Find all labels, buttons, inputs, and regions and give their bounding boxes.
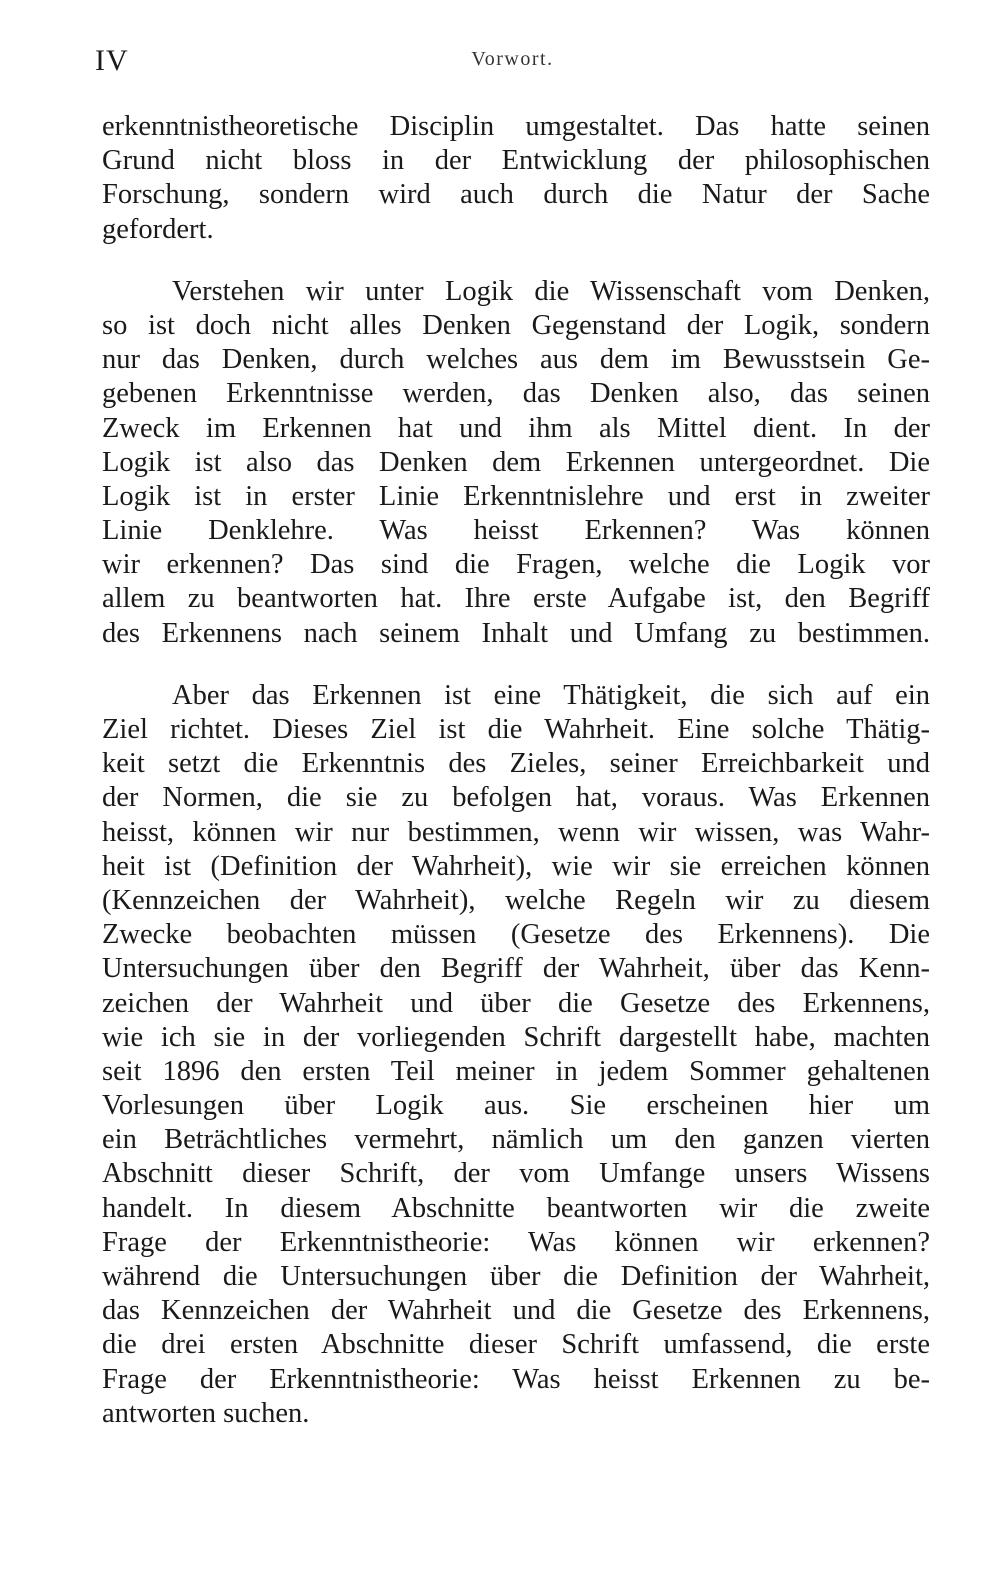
body-text	[102, 110, 930, 1431]
text-line: Frage der Erkenntnistheorie: Was können wir erkennen?	[102, 1226, 930, 1258]
text-line: keit setzt die Erkenntnis des Zieles, seiner Erreichbarkeit und	[102, 748, 930, 780]
text-line: Ziel richtet. Dieses Ziel ist die Wahrheit. Eine solche Thätig-	[102, 714, 930, 745]
text-line: Zwecke beobachten müssen (Gesetze des Erkennens). Die	[102, 919, 930, 951]
paragraph-2	[102, 275, 930, 651]
running-title: Vorwort.	[471, 48, 554, 70]
paragraph-1	[102, 110, 930, 247]
text-line: wie ich sie in der vorliegenden Schrift dargestellt habe, machten	[102, 1021, 930, 1053]
text-line: Abschnitt dieser Schrift, der vom Umfange unsers Wissens	[102, 1158, 930, 1190]
text-line: Linie Denklehre. Was heisst Erkennen? Was können	[102, 515, 930, 547]
text-line: Logik ist in erster Linie Erkenntnislehre und erst in zweiter	[102, 480, 930, 512]
text-line: Zweck im Erkennen hat und ihm als Mittel dient. In der	[102, 412, 930, 444]
text-line: gefordert.	[102, 213, 214, 245]
text-line: Vorlesungen über Logik aus. Sie erscheinen hier um	[102, 1090, 930, 1122]
text-line: so ist doch nicht alles Denken Gegenstand der Logik, sondern	[102, 309, 930, 341]
text-line: Logik ist also das Denken dem Erkennen untergeordnet. Die	[102, 446, 930, 478]
paragraph-3	[102, 679, 930, 1431]
text-line: heisst, können wir nur bestimmen, wenn wir wissen, was Wahr-	[102, 816, 930, 848]
text-line: nur das Denken, durch welches aus dem im Bewusstsein Ge-	[102, 344, 930, 376]
text-line: allem zu beantworten hat. Ihre erste Aufgabe ist, den Begriff	[102, 583, 930, 615]
text-line: Forschung, sondern wird auch durch die Natur der Sache	[102, 179, 930, 211]
text-line: während die Untersuchungen über die Definition der Wahrheit,	[102, 1261, 930, 1292]
text-line: zeichen der Wahrheit und über die Gesetze des Erkennens,	[102, 987, 930, 1019]
text-line: handelt. In diesem Abschnitte beantworten wir die zweite	[102, 1192, 930, 1224]
text-line: die drei ersten Abschnitte dieser Schrift umfassend, die erste	[102, 1329, 930, 1361]
text-line: Untersuchungen über den Begriff der Wahrheit, über das Kenn-	[102, 953, 930, 985]
text-line: Grund nicht bloss in der Entwicklung der philosophischen	[102, 145, 930, 177]
page-number: IV	[95, 44, 129, 77]
text-line: erkenntnistheoretische Disciplin umgestaltet. Das hatte seinen	[102, 111, 930, 142]
text-line: Verstehen wir unter Logik die Wissenschaft vom Denken,	[172, 275, 930, 307]
text-line: der Normen, die sie zu befolgen hat, voraus. Was Erkennen	[102, 782, 930, 814]
text-line: heit ist (Definition der Wahrheit), wie wir sie erreichen können	[102, 850, 930, 882]
text-line: seit 1896 den ersten Teil meiner in jedem Sommer gehaltenen	[102, 1055, 930, 1087]
text-line: antworten suchen.	[102, 1397, 310, 1429]
text-line: ein Beträchtliches vermehrt, nämlich um den ganzen vierten	[102, 1124, 930, 1156]
text-line: wir erkennen? Das sind die Fragen, welche die Logik vor	[102, 549, 930, 581]
text-line: Frage der Erkenntnistheorie: Was heisst Erkennen zu be-	[102, 1363, 930, 1395]
text-line: das Kennzeichen der Wahrheit und die Gesetze des Erkennens,	[102, 1295, 930, 1327]
text-line: Aber das Erkennen ist eine Thätigkeit, die sich auf ein	[172, 679, 930, 711]
text-line: (Kennzeichen der Wahrheit), welche Regeln wir zu diesem	[102, 884, 930, 916]
text-line: gebenen Erkenntnisse werden, das Denken also, das seinen	[102, 378, 930, 410]
running-header	[95, 44, 930, 84]
text-line: des Erkennens nach seinem Inhalt und Umfang zu bestimmen.	[102, 617, 930, 649]
